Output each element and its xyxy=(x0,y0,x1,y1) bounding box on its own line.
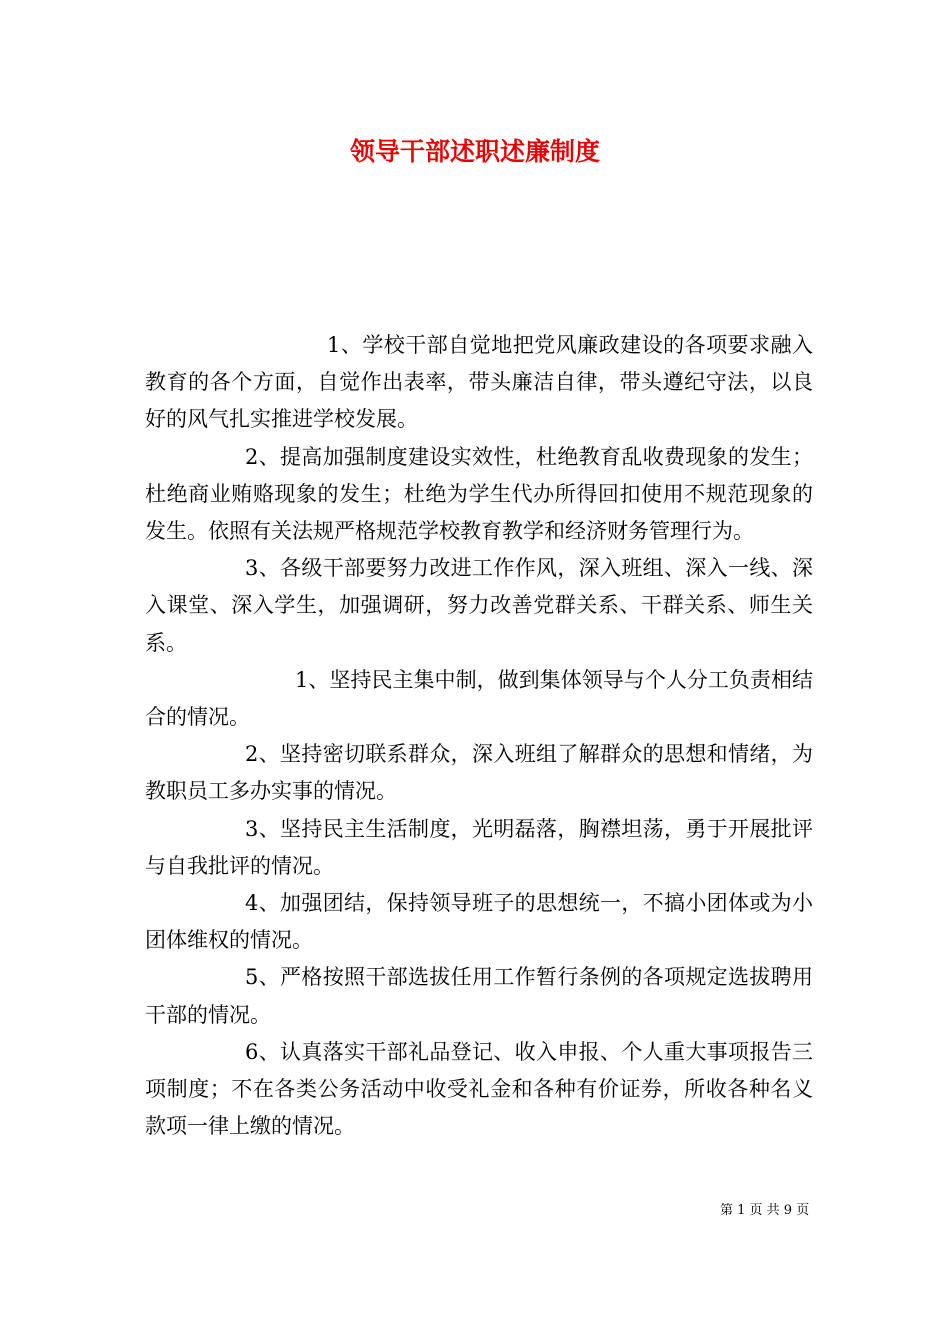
paragraph: 6、认真落实干部礼品登记、收入申报、个人重大事项报告三项制度；不在各类公务活动中收受礼金和各种有价证券，所收各种名义款项一律上缴的情况。 xyxy=(145,1039,813,1139)
paragraph: 4、加强团结，保持领导班子的思想统一，不搞小团体或为小团体维权的情况。 xyxy=(145,891,813,953)
document-body xyxy=(145,327,813,1145)
page-title: 领导干部述职述廉制度 xyxy=(349,137,600,166)
paragraph: 1、学校干部自觉地把党风廉政建设的各项要求融入教育的各个方面，自觉作出表率，带头廉洁自律，带头遵纪守法，以良好的风气扎实推进学校发展。 xyxy=(145,333,813,432)
paragraph: 3、各级干部要努力改进工作作风，深入班组、深入一线、深入课堂、深入学生，加强调研，努力改善党群关系、干群关系、师生关系。 xyxy=(145,556,813,655)
paragraph: 3、坚持民主生活制度，光明磊落，胸襟坦荡，勇于开展批评与自我批评的情况。 xyxy=(145,816,813,878)
paragraph: 5、严格按照干部选拔任用工作暂行条例的各项规定选拔聘用干部的情况。 xyxy=(145,965,813,1027)
paragraph: 2、提高加强制度建设实效性，杜绝教育乱收费现象的发生；杜绝商业贿赂现象的发生；杜绝为学生代办所得回扣使用不规范现象的发生。依照有关法规严格规范学校教育教学和经济财务管理行为。 xyxy=(145,444,813,544)
paragraph: 2、坚持密切联系群众，深入班组了解群众的思想和情绪，为教职员工多办实事的情况。 xyxy=(145,742,813,804)
page-number: 第 1 页 共 9 页 xyxy=(720,1203,810,1218)
paragraph: 1、坚持民主集中制，做到集体领导与个人分工负责相结合的情况。 xyxy=(145,667,813,730)
